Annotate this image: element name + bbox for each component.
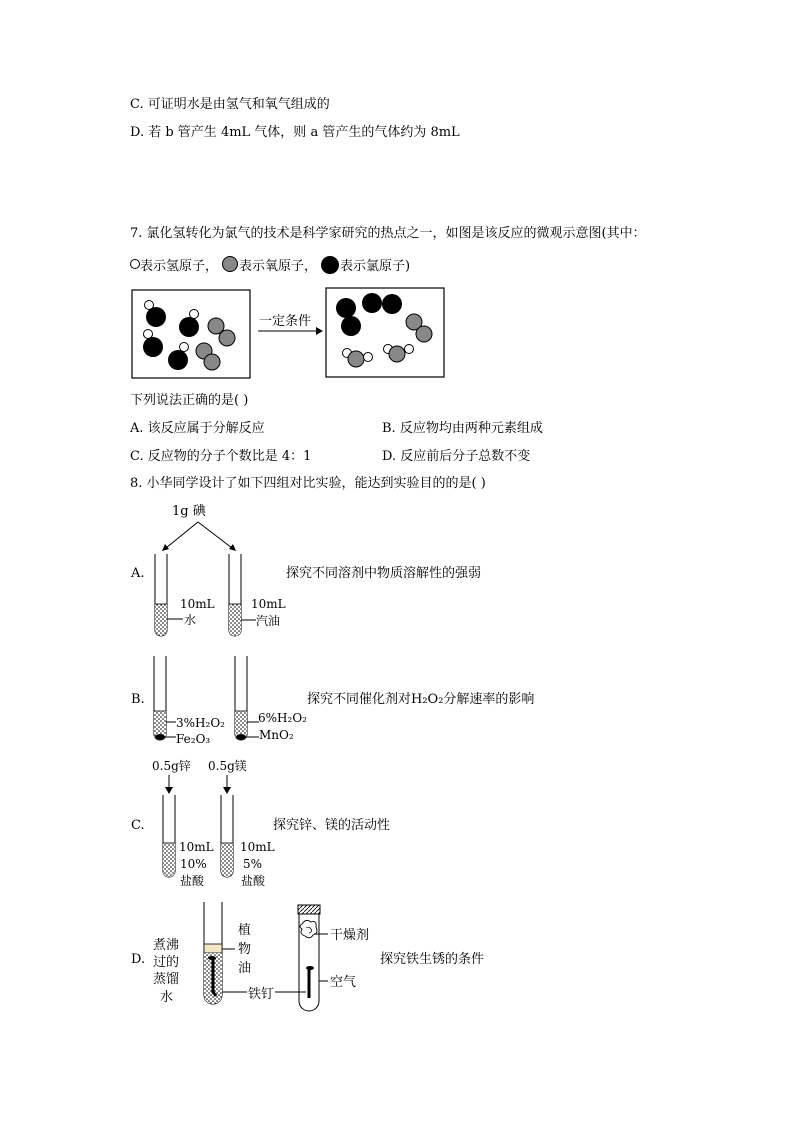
q7-option-a: A. 该反应属于分解反应 (130, 421, 265, 436)
q8d-air: 空气 (330, 975, 357, 990)
q8a-right-vol: 10mL (251, 597, 286, 611)
q8d-water-1: 煮沸 (153, 938, 180, 953)
q8b-left-solution: 3%H₂O₂ (176, 716, 225, 730)
q8c-purpose: 探究锌、镁的活动性 (273, 818, 391, 833)
q8d-purpose: 探究铁生锈的条件 (380, 952, 485, 967)
q8d-oil-3: 油 (238, 961, 252, 976)
q8b-left-catalyst: Fe₂O₃ (176, 732, 211, 746)
q8a-letter: A. (131, 566, 145, 581)
q8c-left-acid: 盐酸 (180, 874, 205, 888)
q8c-left-conc: 10% (180, 857, 207, 871)
q7-prompt: 下列说法正确的是( ) (130, 393, 249, 408)
stopper (298, 905, 320, 914)
q8d-letter: D. (131, 952, 146, 967)
q7-legend: 表示氢原子， 表示氧原子， 表示氯原子) (130, 256, 410, 275)
q7-option-c: C. 反应物的分子个数比是 4：1 (130, 449, 312, 464)
q6-option-d: D. 若 b 管产生 4mL 气体，则 a 管产生的气体约为 8mL (130, 125, 460, 140)
q8c-right-metal: 0.5g镁 (208, 759, 247, 773)
q8d-water-3: 蒸馏 (153, 972, 180, 987)
q8a-right-liquid: 汽油 (256, 614, 281, 628)
q6-option-c: C. 可证明水是由氢气和氧气组成的 (130, 97, 330, 112)
q8a-left-liquid: 水 (184, 613, 197, 627)
q8b-purpose: 探究不同催化剂对H₂O₂分解速率的影响 (307, 692, 535, 707)
q8-stem: 8. 小华同学设计了如下四组对比实验，能达到实验目的的是( ) (130, 476, 486, 491)
q8a-left-vol: 10mL (180, 597, 215, 611)
q8b-right-catalyst: MnO₂ (259, 728, 294, 742)
q8a-iodine-label: 1g 碘 (172, 504, 206, 519)
q7-stem: 7. 氯化氢转化为氯气的技术是科学家研究的热点之一，如图是该反应的微观示意图(其中： (130, 226, 646, 241)
desiccant-blob (300, 920, 317, 937)
q8c-right-vol: 10mL (240, 840, 275, 854)
q8d-water-4: 水 (160, 990, 174, 1005)
q8c-left-vol: 10mL (179, 840, 214, 854)
q7-option-b: B. 反应物均由两种元素组成 (382, 421, 543, 436)
q8d-desiccant: 干燥剂 (330, 928, 370, 943)
q8d-oil-2: 物 (238, 942, 252, 957)
q8d-nail: 铁钉 (248, 987, 275, 1002)
q8d-oil-1: 植 (238, 923, 252, 938)
q8c-letter: C. (131, 818, 145, 833)
q8d-water-2: 过的 (153, 955, 180, 970)
q8c-right-conc: 5% (243, 857, 263, 871)
oil-layer (204, 944, 222, 953)
q8c-left-metal: 0.5g锌 (152, 759, 191, 773)
q8c-right-acid: 盐酸 (241, 874, 266, 888)
q8a-purpose: 探究不同溶剂中物质溶解性的强弱 (286, 566, 482, 581)
q8b-right-solution: 6%H₂O₂ (258, 711, 307, 725)
arrow-label: 一定条件 (259, 314, 312, 329)
q7-option-d: D. 反应前后分子总数不变 (382, 449, 531, 464)
q8b-letter: B. (131, 692, 145, 707)
